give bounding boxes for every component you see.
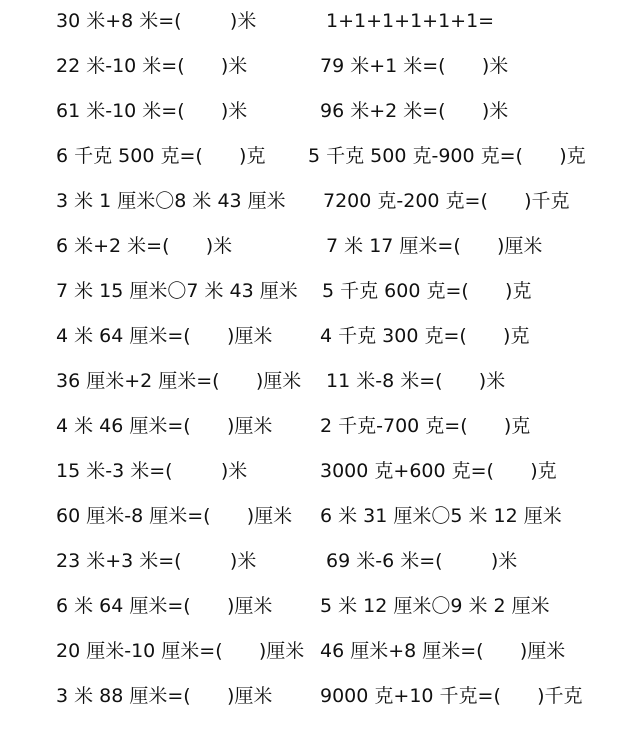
problem-left: 30 米+8 米=( )米	[56, 10, 257, 32]
problem-right: 1+1+1+1+1+1=	[320, 10, 495, 32]
problem-left: 4 米 64 厘米=( )厘米	[56, 325, 273, 347]
problem-row	[0, 501, 633, 531]
problem-row	[0, 366, 633, 396]
problem-right: 7 米 17 厘米=( )厘米	[320, 235, 543, 257]
problem-row	[0, 411, 633, 441]
problem-left: 6 米+2 米=( )米	[56, 235, 233, 257]
problem-row	[0, 141, 633, 171]
problem-right: 46 厘米+8 厘米=( )厘米	[320, 640, 566, 662]
problem-right: 5 千克 600 克=( )克	[322, 280, 532, 302]
problem-left: 7 米 15 厘米〇7 米 43 厘米	[56, 280, 298, 302]
problem-right: 7200 克-200 克=( )千克	[323, 190, 570, 212]
problem-left: 3 米 88 厘米=( )厘米	[56, 685, 273, 707]
problem-row	[0, 321, 633, 351]
problem-row	[0, 636, 633, 666]
problem-right: 5 米 12 厘米〇9 米 2 厘米	[320, 595, 550, 617]
problem-right: 11 米-8 米=( )米	[320, 370, 506, 392]
problem-left: 22 米-10 米=( )米	[56, 55, 248, 77]
problem-right: 96 米+2 米=( )米	[320, 100, 509, 122]
problem-left: 15 米-3 米=( )米	[56, 460, 248, 482]
problem-right: 4 千克 300 克=( )克	[320, 325, 530, 347]
problem-left: 4 米 46 厘米=( )厘米	[56, 415, 273, 437]
problem-right: 69 米-6 米=( )米	[320, 550, 518, 572]
problem-row	[0, 276, 633, 306]
problem-row	[0, 456, 633, 486]
problem-row	[0, 186, 633, 216]
problem-left: 20 厘米-10 厘米=( )厘米	[56, 640, 305, 662]
problem-right: 2 千克-700 克=( )克	[320, 415, 531, 437]
problem-left: 36 厘米+2 厘米=( )厘米	[56, 370, 302, 392]
problem-right: 5 千克 500 克-900 克=( )克	[308, 145, 586, 167]
problem-left: 23 米+3 米=( )米	[56, 550, 257, 572]
problem-right: 9000 克+10 千克=( )千克	[320, 685, 583, 707]
problem-row	[0, 231, 633, 261]
problem-row	[0, 681, 633, 711]
problem-left: 61 米-10 米=( )米	[56, 100, 248, 122]
problem-left: 6 米 64 厘米=( )厘米	[56, 595, 273, 617]
problem-row	[0, 51, 633, 81]
problem-left: 6 千克 500 克=( )克	[56, 145, 266, 167]
problem-left: 3 米 1 厘米〇8 米 43 厘米	[56, 190, 286, 212]
problem-row	[0, 591, 633, 621]
problem-right: 79 米+1 米=( )米	[320, 55, 509, 77]
problem-left: 60 厘米-8 厘米=( )厘米	[56, 505, 293, 527]
problem-row	[0, 546, 633, 576]
problem-row	[0, 6, 633, 36]
problem-right: 3000 克+600 克=( )克	[320, 460, 557, 482]
problem-right: 6 米 31 厘米〇5 米 12 厘米	[320, 505, 562, 527]
problem-row	[0, 96, 633, 126]
